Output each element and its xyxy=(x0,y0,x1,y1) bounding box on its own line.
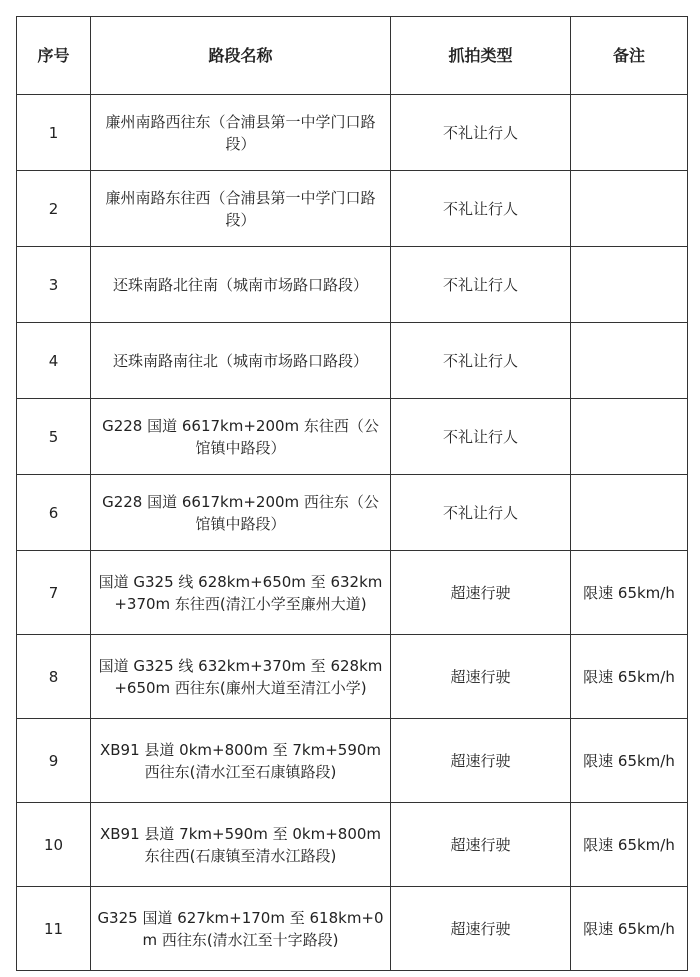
cell-note: 限速 65km/h xyxy=(571,719,688,803)
road-name-text: 国道 G325 线 632km+370m 至 628km+650m 西往东(廉州大道至清江小学) xyxy=(98,656,383,697)
cell-capture-type: 不礼让行人 xyxy=(391,247,571,323)
cell-no: 6 xyxy=(17,475,91,551)
road-name-text: G325 国道 627km+170m 至 618km+0m 西往东(清水江至十字路段) xyxy=(97,908,384,949)
road-name-text: 廉州南路西往东（合浦县第一中学门口路段） xyxy=(105,112,376,153)
road-name-text: XB91 县道 7km+590m 至 0km+800m 东往西(石康镇至清水江路段) xyxy=(99,824,382,865)
header-note: 备注 xyxy=(571,17,688,95)
table-row xyxy=(17,171,688,247)
cell-road-name xyxy=(91,95,391,171)
header-capture-type: 抓拍类型 xyxy=(391,17,571,95)
table-row xyxy=(17,551,688,635)
cell-road-name xyxy=(91,399,391,475)
cell-capture-type: 超速行驶 xyxy=(391,635,571,719)
cell-capture-type: 不礼让行人 xyxy=(391,171,571,247)
cell-note xyxy=(571,247,688,323)
cell-capture-type: 不礼让行人 xyxy=(391,475,571,551)
cell-note xyxy=(571,475,688,551)
cell-note xyxy=(571,171,688,247)
cell-capture-type: 超速行驶 xyxy=(391,551,571,635)
cell-no: 10 xyxy=(17,803,91,887)
cell-note xyxy=(571,323,688,399)
cell-no: 9 xyxy=(17,719,91,803)
table-row xyxy=(17,399,688,475)
cell-road-name xyxy=(91,475,391,551)
road-capture-table-container xyxy=(16,16,688,971)
table-row xyxy=(17,719,688,803)
cell-no: 2 xyxy=(17,171,91,247)
table-row xyxy=(17,323,688,399)
cell-capture-type: 超速行驶 xyxy=(391,887,571,971)
table-row xyxy=(17,475,688,551)
cell-no: 8 xyxy=(17,635,91,719)
cell-road-name xyxy=(91,323,391,399)
cell-road-name xyxy=(91,171,391,247)
cell-capture-type: 超速行驶 xyxy=(391,803,571,887)
table-row xyxy=(17,635,688,719)
cell-road-name xyxy=(91,635,391,719)
road-name-text: 廉州南路东往西（合浦县第一中学门口路段） xyxy=(105,188,376,229)
road-name-text: G228 国道 6617km+200m 东往西（公馆镇中路段） xyxy=(102,416,379,457)
cell-note: 限速 65km/h xyxy=(571,635,688,719)
table-row xyxy=(17,803,688,887)
cell-road-name xyxy=(91,803,391,887)
cell-road-name xyxy=(91,887,391,971)
header-row xyxy=(17,17,688,95)
table-row xyxy=(17,887,688,971)
table-row xyxy=(17,95,688,171)
road-capture-table xyxy=(16,16,688,971)
cell-capture-type: 超速行驶 xyxy=(391,719,571,803)
cell-road-name xyxy=(91,247,391,323)
cell-capture-type: 不礼让行人 xyxy=(391,323,571,399)
road-name-text: 还珠南路南往北（城南市场路口路段） xyxy=(112,351,368,370)
cell-no: 3 xyxy=(17,247,91,323)
cell-no: 7 xyxy=(17,551,91,635)
road-name-text: 还珠南路北往南（城南市场路口路段） xyxy=(112,275,368,294)
cell-capture-type: 不礼让行人 xyxy=(391,95,571,171)
cell-no: 11 xyxy=(17,887,91,971)
cell-note: 限速 65km/h xyxy=(571,887,688,971)
cell-no: 1 xyxy=(17,95,91,171)
table-row xyxy=(17,247,688,323)
cell-no: 4 xyxy=(17,323,91,399)
cell-note: 限速 65km/h xyxy=(571,551,688,635)
road-name-text: XB91 县道 0km+800m 至 7km+590m 西往东(清水江至石康镇路段) xyxy=(99,740,382,781)
cell-road-name xyxy=(91,551,391,635)
cell-note xyxy=(571,95,688,171)
header-no: 序号 xyxy=(17,17,91,95)
cell-note: 限速 65km/h xyxy=(571,803,688,887)
cell-road-name xyxy=(91,719,391,803)
road-name-text: 国道 G325 线 628km+650m 至 632km+370m 东往西(清江小学至廉州大道) xyxy=(98,572,383,613)
cell-no: 5 xyxy=(17,399,91,475)
road-name-text: G228 国道 6617km+200m 西往东（公馆镇中路段） xyxy=(102,492,379,533)
header-road-name: 路段名称 xyxy=(91,17,391,95)
cell-capture-type: 不礼让行人 xyxy=(391,399,571,475)
cell-note xyxy=(571,399,688,475)
